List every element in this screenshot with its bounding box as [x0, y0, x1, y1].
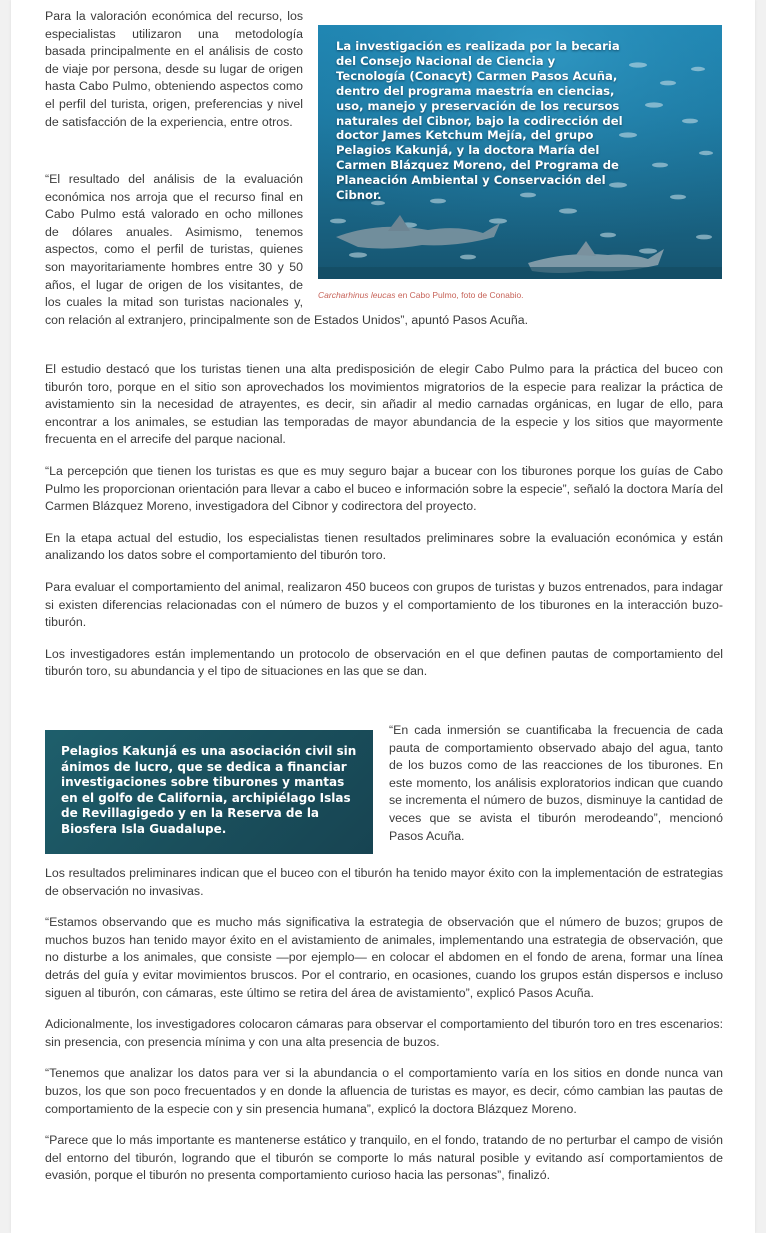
paragraph: “Tenemos que analizar los datos para ver si la abundancia o el comportamiento varía en los sitios en donde nunca van buzos, los que son poco frecuentados y en donde la afluencia de turistas es mayor, es decir, cómo cambian las pautas de comportamiento de la especie con y sin presencia humana”, explicó la doctora Blázquez Moreno. — [45, 1066, 723, 1116]
paragraph-text: “El resultado del análisis de la evaluación económica nos arroja que el recurso final en Cabo Pulmo está valorado en ocho millones de dólares anuales. Asimismo, tenemos aspectos, como el perfil de turistas, quienes son mayoritariamente hombres entre 30 y 50 años, el lugar de origen de los visitantes, de los cuales la mitad son turistas nacionales y, con relación al extranjero, principalmente son de Estados Unidos”, apuntó Pasos Acuña. — [45, 172, 529, 327]
paragraph: Los resultados preliminares indican que el buceo con el tiburón ha tenido mayor éxito con la implementación de estrategias de observación no invasivas. — [45, 866, 723, 898]
page-background-left — [0, 0, 11, 1233]
paragraph: Para evaluar el comportamiento del animal, realizaron 450 buceos con grupos de turistas y buzos entrenados, para indagar si existen diferencias relacionadas con el número de buzos y el comportamiento de los tiburones en la interacción buzo-tiburón. — [45, 579, 723, 630]
paragraph: Adicionalmente, los investigadores colocaron cámaras para observar el comportamiento del tiburón toro en tres escenarios: sin presencia, con presencia mínima y con una alta presencia de buzos. — [45, 1017, 723, 1049]
info-box — [45, 730, 373, 854]
article-side-paragraph — [389, 722, 723, 845]
article-flow — [45, 361, 723, 681]
paragraph: “En cada inmersión se cuantificaba la frecuencia de cada pauta de comportamiento observado abajo del agua, tanto de los buzos como de las reacciones de los tiburones. En este momento, los análisis exploratorios indican que cuando se incrementa el número de buzos, disminuye la cantidad de veces que se avista el tiburón merodeando”, mencionó Pasos Acuña. — [389, 723, 723, 843]
paragraph: “La percepción que tienen los turistas es que es muy seguro bajar a bucear con los tiburones porque los guías de Cabo Pulmo les proporcionan orientación para llevar a cabo el buceo e información sobre la especie”, señaló la doctora María del Carmen Blázquez Moreno, investigadora del Cibnor y codirectora del proyecto. — [45, 463, 723, 514]
info-box-text: Pelagios Kakunjá es una asociación civil sin ánimos de lucro, que se dedica a financiar investigaciones sobre tiburones y mantas en el golfo de California, archipiélago Islas de Revillagigedo y en la Reserva de la Biosfera Isla Guadalupe. — [61, 744, 357, 836]
paragraph: El estudio destacó que los turistas tienen una alta predisposición de elegir Cabo Pulmo para la práctica del buceo con tiburón toro, porque en el sitio son aprovechados los movimientos migratorios de la especie para realizar la práctica de avistamiento sin la necesidad de atrayentes, es decir, sin añadir al medio carnadas orgánicas, en lugar de ello, para encontrar a los animales, se estudian las temporadas de mayor abundancia de la especie y los sitios que mayormente frecuenta en el arrecife del parque nacional. — [45, 362, 723, 447]
paragraph — [45, 171, 723, 329]
paragraph: Para la valoración económica del recurso, los especialistas utilizaron una metodología basada principalmente en el análisis de costo de viaje por persona, desde su lugar de origen hasta Cabo Pulmo, obteniendo aspectos como el perfil del turista, origen, preferencias y nivel de satisfacción de la experiencia, entre otros. — [45, 9, 303, 129]
paragraph: En la etapa actual del estudio, los especialistas tienen resultados preliminares sobre la evaluación económica y están analizando los datos sobre el comportamiento del tiburón toro. — [45, 530, 723, 563]
caption-species: Carcharhinus leucas — [318, 290, 396, 300]
paragraph: “Parece que lo más importante es mantenerse estático y tranquilo, en el fondo, tratando de no perturbar el campo de visión del entorno del tiburón, logrando que el tiburón se comporte lo más natural posible y evitando así comportamientos de evasión, porque el tiburón no presenta comportamiento curioso hacia las personas”, finalizó. — [45, 1133, 723, 1183]
photo-overlay-text: La investigación es realizada por la becaria del Consejo Nacional de Ciencia y Tecnología (Conacyt) Carmen Pasos Acuña, dentro del programa maestría en ciencias, uso, manejo y preservación de los recursos naturales del Cibnor, bajo la codirección del doctor James Ketchum Mejía, del grupo Pelagios Kakunjá, y la doctora María del Carmen Blázquez Moreno, del Programa de Planeación Ambiental y Conservación del Cibnor. — [336, 39, 623, 203]
article-flow-lower — [45, 865, 723, 1185]
page-background-right — [755, 0, 766, 1233]
float-spacer — [303, 171, 723, 311]
paragraph: “Estamos observando que es mucho más significativa la estrategia de observación que el número de buzos; grupos de muchos buzos han tenido mayor éxito en el avistamiento de animales, implementando una estrategia de observación, que no disturbe a los animales, que consiste —por ejemplo— en colocar el abdomen en el fondo de arena, formar una línea detrás del guía y evitar movimientos bruscos. Por el contrario, en ocasiones, cuando los grupos están dispersos e incluso siguen al tiburón, con cámaras, este último se retira del área de avistamiento”, explicó Pasos Acuña. — [45, 915, 723, 1000]
paragraph: Los investigadores están implementando un protocolo de observación en el que definen pautas de comportamiento del tiburón toro, su abundancia y el tipo de situaciones en las que se dan. — [45, 646, 723, 679]
caption-credit: en Cabo Pulmo, foto de Conabio. — [395, 290, 524, 300]
